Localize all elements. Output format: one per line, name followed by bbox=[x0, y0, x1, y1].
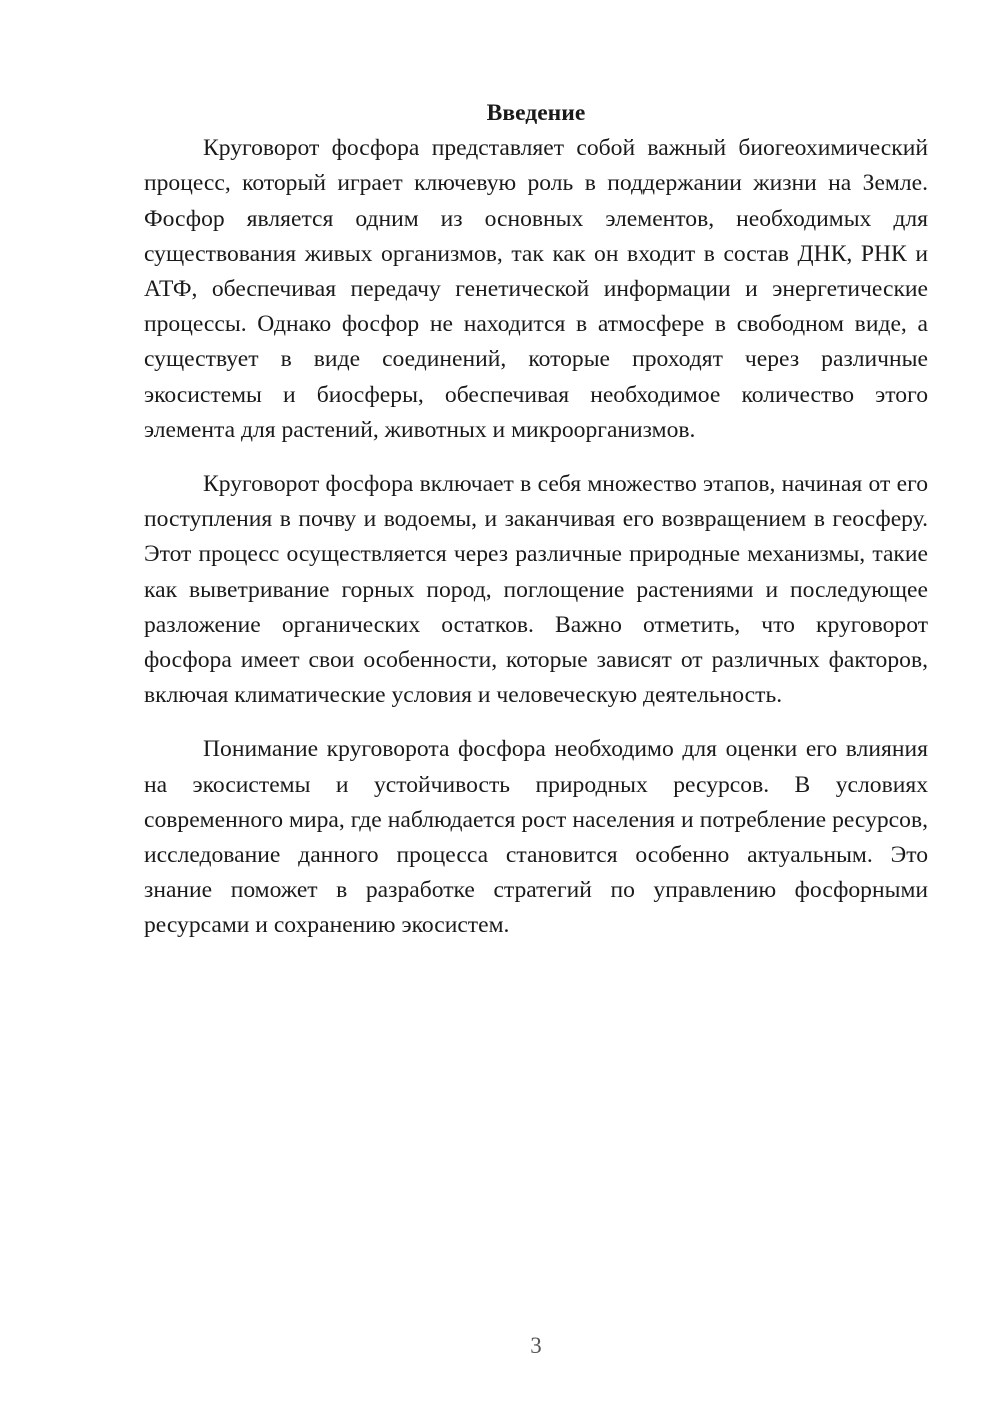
section-title: Введение bbox=[486, 100, 586, 126]
page-number: 3 bbox=[530, 1333, 542, 1358]
paragraph-1: Круговорот фосфора представляет собой важный биогеохимический процесс, который играет ключевую роль в поддержании жизни на Земле. Фосфор является одним из основных элементов, необходимых для существования живых организмов, так как он входит в состав ДНК, РНК и АТФ, обеспечивая передачу генетической информации и энергетические процессы. Однако фосфор не находится в атмосфере в свободном виде, а существует в виде соединений, которые проходят через различные экосистемы и биосферы, обеспечивая необходимое количество этого элемента для растений, животных и микроорганизмов. bbox=[144, 135, 928, 443]
page-content bbox=[144, 96, 928, 944]
paragraph-2: Круговорот фосфора включает в себя множество этапов, начиная от его поступления в почву и водоемы, и заканчивая его возвращением в геосферу. Этот процесс осуществляется через различные природные механизмы, такие как выветривание горных пород, поглощение растениями и последующее разложение органических остатков. Важно отметить, что круговорот фосфора имеет свои особенности, которые зависят от различных факторов, включая климатические условия и человеческую деятельность. bbox=[144, 471, 928, 709]
paragraph-3: Понимание круговорота фосфора необходимо для оценки его влияния на экосистемы и устойчивость природных ресурсов. В условиях современного мира, где наблюдается рост населения и потребление ресурсов, исследование данного процесса становится особенно актуальным. Это знание поможет в разработке стратегий по управлению фосфорными ресурсами и сохранению экосистем. bbox=[144, 736, 928, 939]
